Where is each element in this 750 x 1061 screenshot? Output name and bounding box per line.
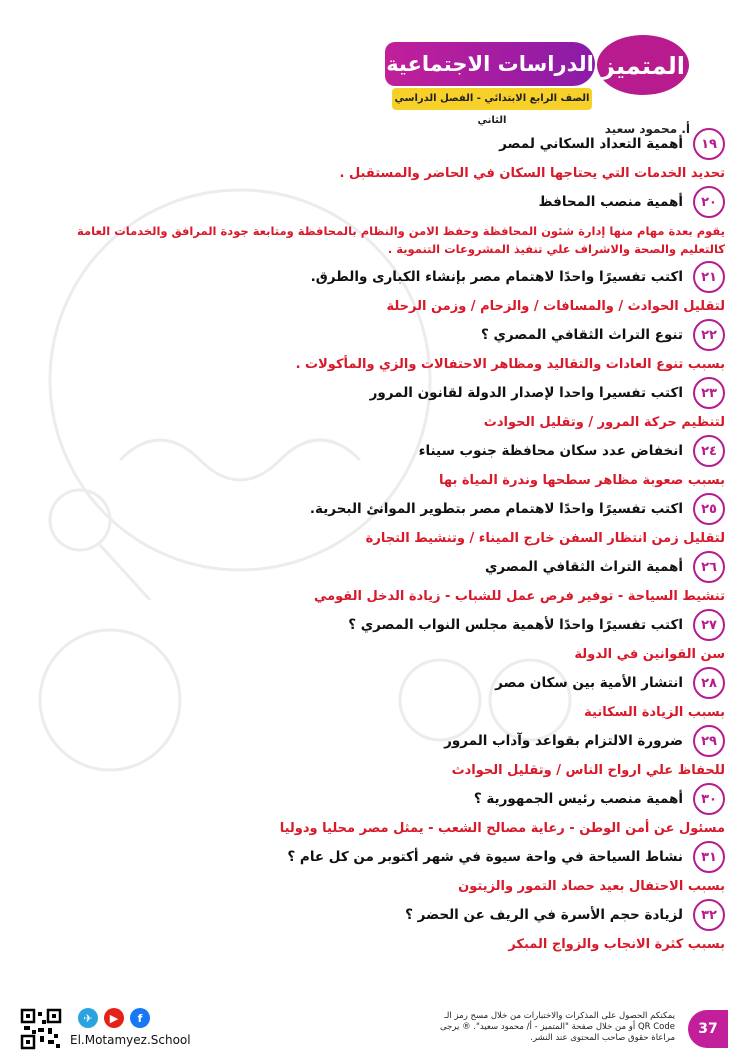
author-name: أ. محمود سعيد xyxy=(604,122,690,136)
answer-text: سن القوانين في الدولة xyxy=(574,647,725,662)
question-number-badge: ٢٤ xyxy=(693,435,725,467)
grade-subtitle: الصف الرابع الابتدائي - الفصل الدراسي الثاني xyxy=(392,88,592,110)
question-text: اكتب تفسيرًا واحدًا لاهتمام مصر بإنشاء الكبارى والطرق. xyxy=(310,269,683,285)
question-item xyxy=(35,899,725,954)
question-text: اكتب تفسيرًا واحدًا لاهتمام مصر بتطوير الموانئ البحرية. xyxy=(309,501,683,517)
question-item xyxy=(35,667,725,722)
question-item xyxy=(35,609,725,664)
answer-text: مسئول عن أمن الوطن - رعاية مصالح الشعب - يمثل مصر محليا ودوليا xyxy=(279,821,725,836)
question-number-badge: ٢١ xyxy=(693,261,725,293)
question-item xyxy=(35,186,725,258)
question-number-badge: ٢٩ xyxy=(693,725,725,757)
question-row xyxy=(35,493,725,525)
question-row xyxy=(35,186,725,218)
telegram-icon[interactable]: ✈ xyxy=(78,1008,98,1028)
question-text: انتشار الأمية بين سكان مصر xyxy=(495,675,683,691)
question-row xyxy=(35,435,725,467)
answer-text: لتقليل زمن انتظار السفن خارج الميناء / وتنشيط التجارة xyxy=(365,531,725,546)
question-number-badge: ٢٥ xyxy=(693,493,725,525)
question-row xyxy=(35,841,725,873)
question-text: أهمية التراث الثقافي المصري xyxy=(485,559,683,575)
question-item xyxy=(35,783,725,838)
question-number-badge: ٢٨ xyxy=(693,667,725,699)
page-number: 37 xyxy=(688,1010,728,1048)
question-row xyxy=(35,377,725,409)
question-item xyxy=(35,435,725,490)
answer-text: تنشيط السياحة - توفير فرص عمل للشباب - زيادة الدخل القومي xyxy=(313,589,725,604)
website-label: El.Motamyez.School xyxy=(70,1033,191,1047)
question-item xyxy=(35,319,725,374)
question-row xyxy=(35,609,725,641)
facebook-icon[interactable]: f xyxy=(130,1008,150,1028)
answer-text: بسبب كثرة الانجاب والزواج المبكر xyxy=(508,937,725,952)
question-number-badge: ٣١ xyxy=(693,841,725,873)
question-row xyxy=(35,261,725,293)
answer-text: بسبب صعوبة مظاهر سطحها وندرة المياة بها xyxy=(438,473,725,488)
question-row xyxy=(35,128,725,160)
answer-text: لتقليل الحوادث / والمسافات / والزحام / وزمن الرحلة xyxy=(386,299,725,314)
question-number-badge: ٢٢ xyxy=(693,319,725,351)
question-text: نشاط السياحة في واحة سيوة في شهر أكتوبر من كل عام ؟ xyxy=(287,849,683,865)
question-text: اكتب تفسيرًا واحدًا لأهمية مجلس النواب المصري ؟ xyxy=(348,617,683,633)
question-item xyxy=(35,377,725,432)
qr-code-icon xyxy=(20,1008,62,1050)
question-number-badge: ٢٣ xyxy=(693,377,725,409)
question-item xyxy=(35,261,725,316)
answer-text: يقوم بعدة مهام منها إدارة شئون المحافظة وحفظ الامن والنظام بالمحافظة ومتابعة جودة المرافق والخدمات العامة كالتعليم والصحة والاشراف علي تنفيذ المشروعات التنموية . xyxy=(77,224,725,256)
question-row xyxy=(35,667,725,699)
question-text: انخفاض عدد سكان محافظة جنوب سيناء xyxy=(418,443,683,459)
answer-text: لتنظيم حركة المرور / وتقليل الحوادث xyxy=(483,415,725,430)
question-row xyxy=(35,551,725,583)
question-text: لزيادة حجم الأسرة في الريف عن الحضر ؟ xyxy=(405,907,683,923)
question-number-badge: ٣٢ xyxy=(693,899,725,931)
question-item xyxy=(35,551,725,606)
question-number-badge: ٢٧ xyxy=(693,609,725,641)
page-header xyxy=(380,30,690,136)
logo-text: المتميز xyxy=(601,52,685,80)
social-links xyxy=(78,1008,150,1028)
question-text: أهمية منصب رئيس الجمهورية ؟ xyxy=(473,791,683,807)
subject-title: الدراسات الاجتماعية xyxy=(385,42,595,86)
question-text: أهمية منصب المحافظ xyxy=(538,194,683,210)
question-row xyxy=(35,319,725,351)
answer-text: بسبب الاحتفال بعيد حصاد التمور والزيتون xyxy=(458,879,725,894)
question-text: أهمية التعداد السكاني لمصر xyxy=(499,136,683,152)
answer-text: بسبب تنوع العادات والتقاليد ومظاهر الاحتفالات والزي والمأكولات . xyxy=(295,357,725,372)
youtube-icon[interactable]: ▶ xyxy=(104,1008,124,1028)
questions-list xyxy=(35,128,725,957)
question-item xyxy=(35,725,725,780)
question-item xyxy=(35,493,725,548)
question-row xyxy=(35,899,725,931)
question-row xyxy=(35,783,725,815)
question-number-badge: ٣٠ xyxy=(693,783,725,815)
question-item xyxy=(35,128,725,183)
question-row xyxy=(35,725,725,757)
question-text: تنوع التراث الثقافي المصري ؟ xyxy=(480,327,683,343)
footer-note: يمكنكم الحصول على المذكرات والاختبارات من خلال مسح رمز الـ QR Code أو من خلال صفحة "المتميز - أ/ محمود سعيد". ® يرجى مراعاة حقوق صاحب المحتوى عند النشر. xyxy=(439,1011,675,1043)
answer-text: تحديد الخدمات التي يحتاجها السكان في الحاضر والمستقبل . xyxy=(339,166,725,181)
question-number-badge: ٢٠ xyxy=(693,186,725,218)
question-item xyxy=(35,841,725,896)
answer-text: للحفاظ علي ارواح الناس / وتقليل الحوادث xyxy=(451,763,725,778)
question-text: ضرورة الالتزام بقواعد وآداب المرور xyxy=(444,733,683,749)
question-number-badge: ١٩ xyxy=(693,128,725,160)
answer-text: بسبب الزيادة السكانية xyxy=(584,705,725,720)
motamyez-logo xyxy=(595,30,690,100)
question-text: اكتب تفسيرا واحدا لإصدار الدولة لقانون المرور xyxy=(369,385,683,401)
question-number-badge: ٢٦ xyxy=(693,551,725,583)
